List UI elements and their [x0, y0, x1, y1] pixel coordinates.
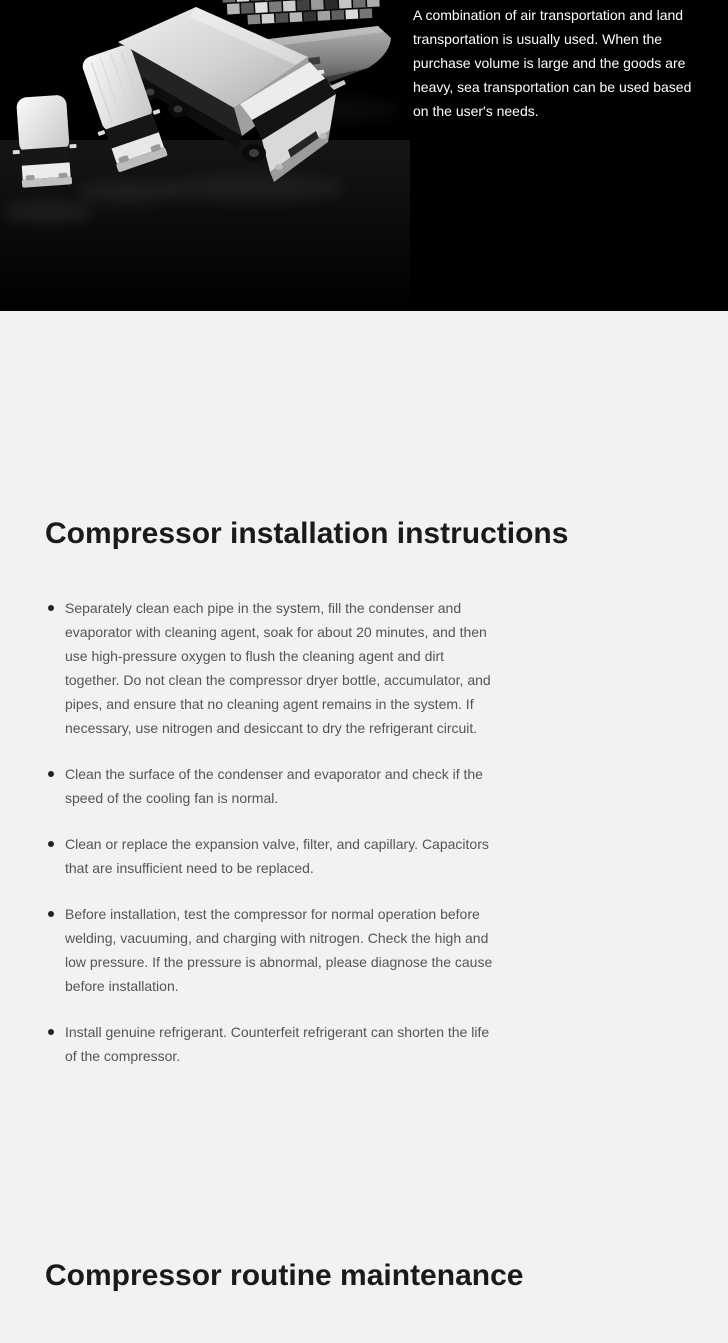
section-title-maintenance: Compressor routine maintenance	[45, 1259, 524, 1292]
instruction-item: Clean or replace the expansion valve, filter, and capillary. Capacitors that are insufficient need to be replaced.	[45, 832, 497, 880]
transport-photo	[0, 0, 410, 311]
hero-section	[0, 0, 728, 311]
section-title-installation: Compressor installation instructions	[45, 517, 569, 550]
instruction-item: Separately clean each pipe in the system, fill the condenser and evaporator with cleaning agent, soak for about 20 minutes, and then use high-pressure oxygen to flush the cleaning agent and dirt together. Do not clean the compressor dryer bottle, accumulator, and pipes, and ensure that no cleaning agent remains in the system. If necessary, use nitrogen and desiccant to dry the refrigerant circuit.	[45, 596, 497, 740]
hero-paragraph: A combination of air transportation and land transportation is usually used. When the purchase volume is large and the goods are heavy, sea transportation can be used based on the user's needs.	[413, 7, 692, 119]
instruction-list	[0, 550, 728, 1068]
instruction-item: Before installation, test the compressor for normal operation before welding, vacuuming, and charging with nitrogen. Check the high and low pressure. If the pressure is abnormal, please diagnose the cause before installation.	[45, 902, 497, 998]
instruction-item: Clean the surface of the condenser and evaporator and check if the speed of the cooling fan is normal.	[45, 762, 497, 810]
instruction-item: Install genuine refrigerant. Counterfeit refrigerant can shorten the life of the compressor.	[45, 1020, 497, 1068]
content-section	[0, 311, 728, 1292]
